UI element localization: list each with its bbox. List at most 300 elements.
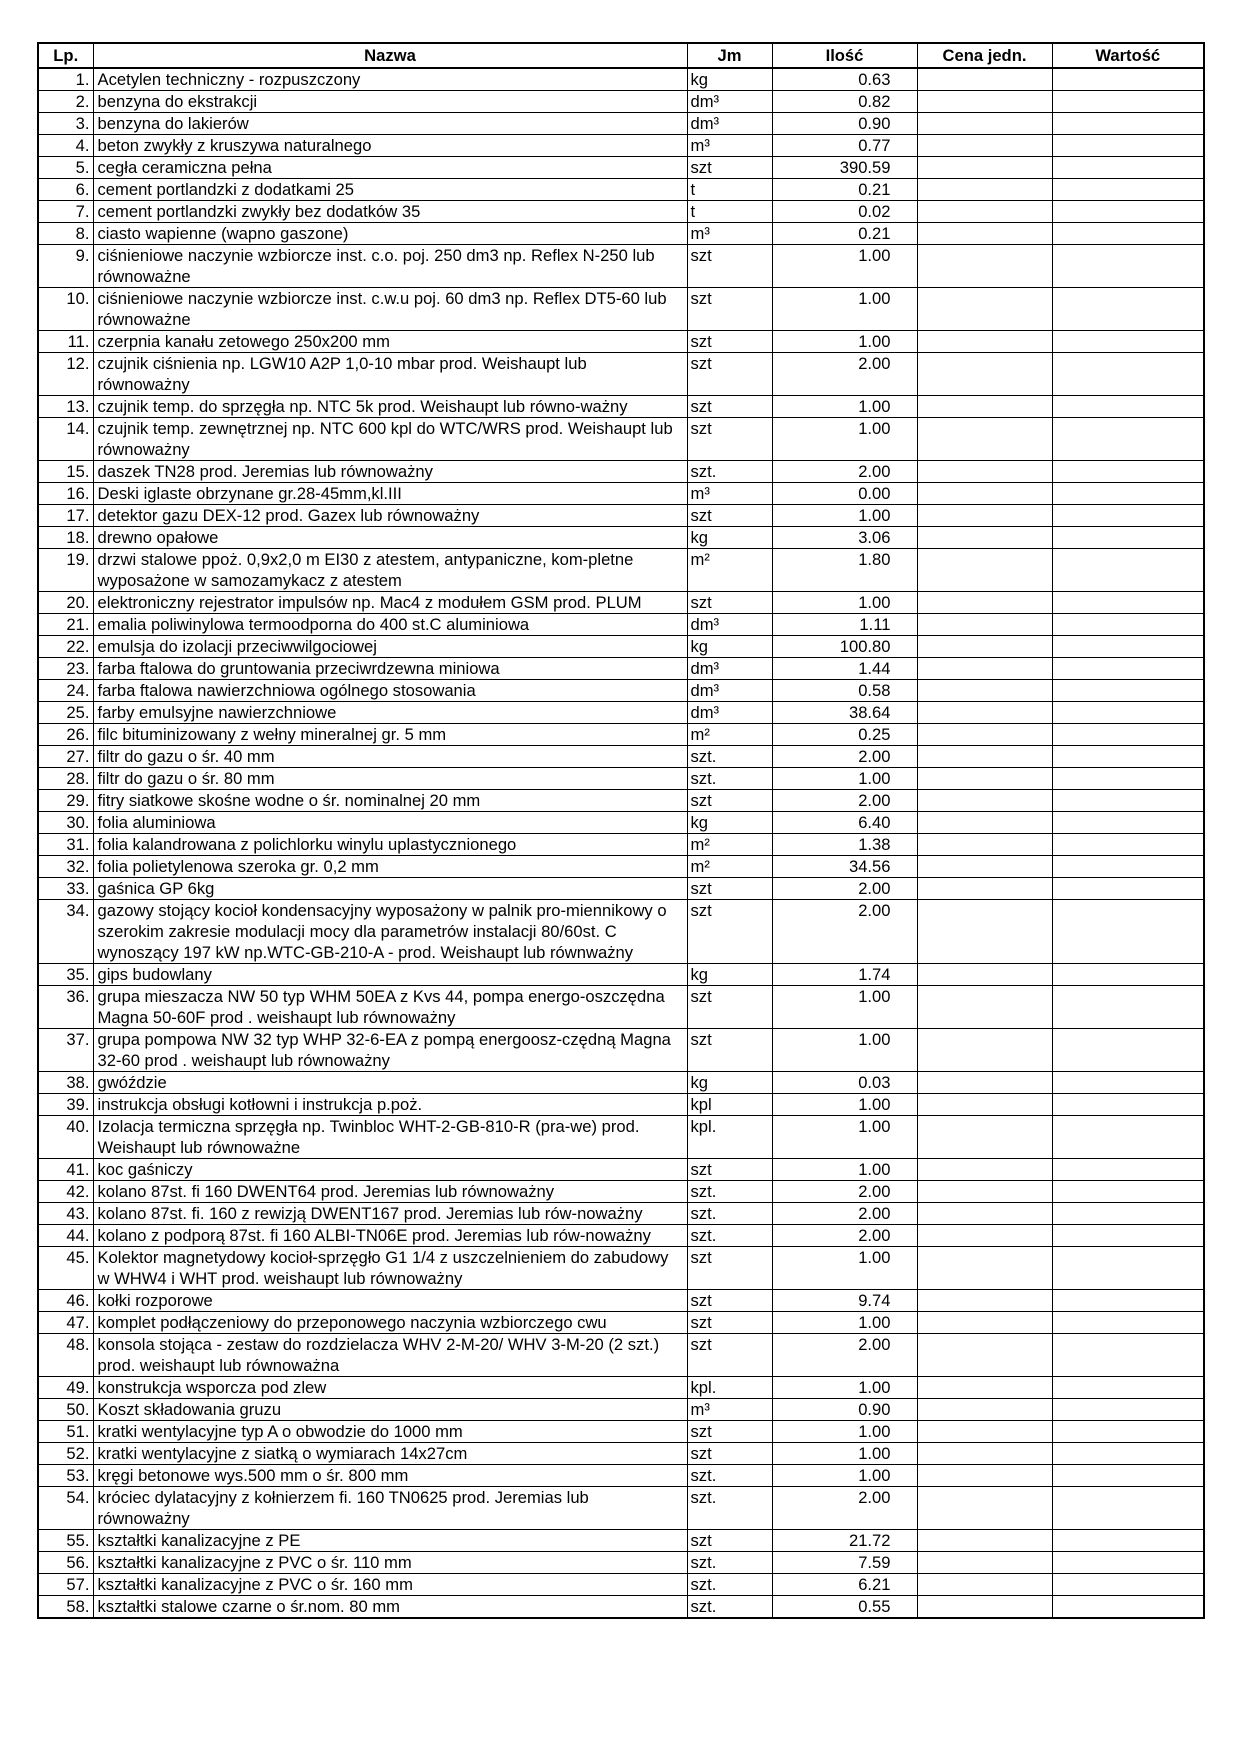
value-cell	[1052, 135, 1204, 157]
unit-price-cell	[917, 834, 1052, 856]
unit-cell: dm³	[687, 680, 772, 702]
quantity-cell: 2.00	[772, 746, 917, 768]
row-number-cell: 22.	[38, 636, 93, 658]
quantity-cell: 0.03	[772, 1072, 917, 1094]
unit-price-cell	[917, 1530, 1052, 1552]
unit-cell: szt.	[687, 746, 772, 768]
table-row	[38, 483, 1204, 505]
item-name-cell: komplet podłączeniowy do przeponowego naczynia wzbiorczego cwu	[93, 1312, 687, 1334]
unit-cell: szt	[687, 157, 772, 179]
quantity-cell: 2.00	[772, 1225, 917, 1247]
item-name-cell: ciśnieniowe naczynie wzbiorcze inst. c.o. poj. 250 dm3 np. Reflex N-250 lub równoważne	[93, 245, 687, 288]
quantity-cell: 1.80	[772, 549, 917, 592]
unit-price-cell	[917, 724, 1052, 746]
table-row	[38, 1225, 1204, 1247]
item-name-cell: kolano z podporą 87st. fi 160 ALBI-TN06E prod. Jeremias lub rów-noważny	[93, 1225, 687, 1247]
unit-cell: kg	[687, 527, 772, 549]
quantity-cell: 1.00	[772, 288, 917, 331]
header-unit: Jm	[687, 43, 772, 68]
table-row	[38, 331, 1204, 353]
value-cell	[1052, 1225, 1204, 1247]
quantity-cell: 2.00	[772, 878, 917, 900]
item-name-cell: emalia poliwinylowa termoodporna do 400 st.C aluminiowa	[93, 614, 687, 636]
unit-cell: kg	[687, 68, 772, 91]
table-row	[38, 1072, 1204, 1094]
table-row	[38, 68, 1204, 91]
value-cell	[1052, 614, 1204, 636]
table-row	[38, 505, 1204, 527]
unit-cell: dm³	[687, 702, 772, 724]
table-row	[38, 223, 1204, 245]
unit-cell: m²	[687, 856, 772, 878]
table-row	[38, 1247, 1204, 1290]
quantity-cell: 2.00	[772, 353, 917, 396]
item-name-cell: kształtki kanalizacyjne z PVC o śr. 110 mm	[93, 1552, 687, 1574]
item-name-cell: gazowy stojący kocioł kondensacyjny wyposażony w palnik pro-miennikowy o szerokim zakresie modulacji mocy dla parametrów instalacji 80/60st. C wynoszący 197 kW np.WTC-GB-210-A - prod. Weishaupt lub równważny	[93, 900, 687, 964]
table-row	[38, 1596, 1204, 1619]
item-name-cell: konstrukcja wsporcza pod zlew	[93, 1377, 687, 1399]
quantity-cell: 1.00	[772, 592, 917, 614]
table-header-row	[38, 43, 1204, 68]
item-name-cell: kształtki stalowe czarne o śr.nom. 80 mm	[93, 1596, 687, 1619]
quantity-cell: 1.74	[772, 964, 917, 986]
header-value: Wartość	[1052, 43, 1204, 68]
item-name-cell: gwóździe	[93, 1072, 687, 1094]
unit-cell: m³	[687, 223, 772, 245]
unit-price-cell	[917, 288, 1052, 331]
value-cell	[1052, 768, 1204, 790]
header-unit-price: Cena jedn.	[917, 43, 1052, 68]
item-name-cell: gaśnica GP 6kg	[93, 878, 687, 900]
unit-cell: szt	[687, 878, 772, 900]
unit-price-cell	[917, 461, 1052, 483]
item-name-cell: filc bituminizowany z wełny mineralnej gr. 5 mm	[93, 724, 687, 746]
row-number-cell: 29.	[38, 790, 93, 812]
quantity-cell: 2.00	[772, 461, 917, 483]
quantity-cell: 1.44	[772, 658, 917, 680]
unit-cell: dm³	[687, 91, 772, 113]
quantity-cell: 34.56	[772, 856, 917, 878]
item-name-cell: kratki wentylacyjne typ A o obwodzie do 1000 mm	[93, 1421, 687, 1443]
item-name-cell: farba ftalowa do gruntowania przeciwrdzewna miniowa	[93, 658, 687, 680]
quantity-cell: 0.90	[772, 113, 917, 135]
value-cell	[1052, 1181, 1204, 1203]
row-number-cell: 35.	[38, 964, 93, 986]
row-number-cell: 50.	[38, 1399, 93, 1421]
unit-cell: szt.	[687, 1203, 772, 1225]
value-cell	[1052, 91, 1204, 113]
value-cell	[1052, 1116, 1204, 1159]
unit-cell: dm³	[687, 658, 772, 680]
unit-price-cell	[917, 1029, 1052, 1072]
item-name-cell: Acetylen techniczny - rozpuszczony	[93, 68, 687, 91]
quantity-cell: 1.11	[772, 614, 917, 636]
row-number-cell: 5.	[38, 157, 93, 179]
item-name-cell: czujnik temp. do sprzęgła np. NTC 5k prod. Weishaupt lub równo-ważny	[93, 396, 687, 418]
item-name-cell: beton zwykły z kruszywa naturalnego	[93, 135, 687, 157]
item-name-cell: Koszt składowania gruzu	[93, 1399, 687, 1421]
unit-price-cell	[917, 964, 1052, 986]
value-cell	[1052, 1443, 1204, 1465]
item-name-cell: Deski iglaste obrzynane gr.28-45mm,kl.III	[93, 483, 687, 505]
unit-cell: szt.	[687, 1574, 772, 1596]
table-row	[38, 834, 1204, 856]
row-number-cell: 14.	[38, 418, 93, 461]
unit-price-cell	[917, 113, 1052, 135]
unit-cell: szt	[687, 418, 772, 461]
row-number-cell: 49.	[38, 1377, 93, 1399]
item-name-cell: benzyna do lakierów	[93, 113, 687, 135]
item-name-cell: Kolektor magnetydowy kocioł-sprzęgło G1 1/4 z uszczelnieniem do zabudowy w WHW4 i WHT prod. weishaupt lub równoważny	[93, 1247, 687, 1290]
value-cell	[1052, 1421, 1204, 1443]
item-name-cell: cement portlandzki z dodatkami 25	[93, 179, 687, 201]
unit-cell: szt	[687, 1247, 772, 1290]
unit-price-cell	[917, 483, 1052, 505]
unit-price-cell	[917, 746, 1052, 768]
row-number-cell: 4.	[38, 135, 93, 157]
item-name-cell: kręgi betonowe wys.500 mm o śr. 800 mm	[93, 1465, 687, 1487]
table-row	[38, 964, 1204, 986]
row-number-cell: 13.	[38, 396, 93, 418]
unit-price-cell	[917, 1574, 1052, 1596]
unit-cell: m²	[687, 549, 772, 592]
quantity-cell: 1.00	[772, 768, 917, 790]
table-row	[38, 288, 1204, 331]
value-cell	[1052, 461, 1204, 483]
item-name-cell: farba ftalowa nawierzchniowa ogólnego stosowania	[93, 680, 687, 702]
row-number-cell: 41.	[38, 1159, 93, 1181]
value-cell	[1052, 68, 1204, 91]
item-name-cell: koc gaśniczy	[93, 1159, 687, 1181]
table-row	[38, 724, 1204, 746]
item-name-cell: detektor gazu DEX-12 prod. Gazex lub równoważny	[93, 505, 687, 527]
quantity-cell: 100.80	[772, 636, 917, 658]
value-cell	[1052, 549, 1204, 592]
item-name-cell: farby emulsyjne nawierzchniowe	[93, 702, 687, 724]
item-name-cell: kształtki kanalizacyjne z PE	[93, 1530, 687, 1552]
row-number-cell: 21.	[38, 614, 93, 636]
quantity-cell: 0.90	[772, 1399, 917, 1421]
quantity-cell: 1.00	[772, 1377, 917, 1399]
row-number-cell: 52.	[38, 1443, 93, 1465]
unit-cell: m³	[687, 1399, 772, 1421]
unit-price-cell	[917, 179, 1052, 201]
item-name-cell: gips budowlany	[93, 964, 687, 986]
item-name-cell: elektroniczny rejestrator impulsów np. Mac4 z modułem GSM prod. PLUM	[93, 592, 687, 614]
table-row	[38, 878, 1204, 900]
table-row	[38, 135, 1204, 157]
row-number-cell: 31.	[38, 834, 93, 856]
quantity-cell: 1.00	[772, 1443, 917, 1465]
value-cell	[1052, 986, 1204, 1029]
quantity-cell: 1.00	[772, 245, 917, 288]
value-cell	[1052, 1334, 1204, 1377]
item-name-cell: czujnik ciśnienia np. LGW10 A2P 1,0-10 mbar prod. Weishaupt lub równoważny	[93, 353, 687, 396]
quantity-cell: 38.64	[772, 702, 917, 724]
table-row	[38, 680, 1204, 702]
row-number-cell: 39.	[38, 1094, 93, 1116]
row-number-cell: 32.	[38, 856, 93, 878]
value-cell	[1052, 1072, 1204, 1094]
value-cell	[1052, 1574, 1204, 1596]
value-cell	[1052, 878, 1204, 900]
value-cell	[1052, 724, 1204, 746]
value-cell	[1052, 636, 1204, 658]
row-number-cell: 9.	[38, 245, 93, 288]
row-number-cell: 34.	[38, 900, 93, 964]
quantity-cell: 21.72	[772, 1530, 917, 1552]
value-cell	[1052, 812, 1204, 834]
item-name-cell: konsola stojąca - zestaw do rozdzielacza WHV 2-M-20/ WHV 3-M-20 (2 szt.) prod. weishaupt lub równoważna	[93, 1334, 687, 1377]
unit-price-cell	[917, 527, 1052, 549]
table-row	[38, 1530, 1204, 1552]
quantity-cell: 7.59	[772, 1552, 917, 1574]
value-cell	[1052, 1530, 1204, 1552]
unit-price-cell	[917, 1421, 1052, 1443]
quantity-cell: 1.00	[772, 1159, 917, 1181]
item-name-cell: czerpnia kanału zetowego 250x200 mm	[93, 331, 687, 353]
row-number-cell: 45.	[38, 1247, 93, 1290]
item-name-cell: ciśnieniowe naczynie wzbiorcze inst. c.w.u poj. 60 dm3 np. Reflex DT5-60 lub równoważne	[93, 288, 687, 331]
quantity-cell: 0.55	[772, 1596, 917, 1619]
table-row	[38, 812, 1204, 834]
item-name-cell: fitry siatkowe skośne wodne o śr. nominalnej 20 mm	[93, 790, 687, 812]
item-name-cell: folia aluminiowa	[93, 812, 687, 834]
unit-cell: szt.	[687, 1465, 772, 1487]
quantity-cell: 0.25	[772, 724, 917, 746]
unit-cell: m³	[687, 483, 772, 505]
item-name-cell: kolano 87st. fi. 160 z rewizją DWENT167 prod. Jeremias lub rów-noważny	[93, 1203, 687, 1225]
quantity-cell: 9.74	[772, 1290, 917, 1312]
unit-price-cell	[917, 396, 1052, 418]
value-cell	[1052, 1029, 1204, 1072]
quantity-cell: 2.00	[772, 1181, 917, 1203]
value-cell	[1052, 964, 1204, 986]
table-body	[38, 68, 1204, 1618]
quantity-cell: 1.00	[772, 1094, 917, 1116]
row-number-cell: 46.	[38, 1290, 93, 1312]
table-row	[38, 1181, 1204, 1203]
unit-cell: m²	[687, 724, 772, 746]
value-cell	[1052, 1290, 1204, 1312]
unit-cell: szt	[687, 986, 772, 1029]
table-row	[38, 658, 1204, 680]
row-number-cell: 17.	[38, 505, 93, 527]
unit-cell: szt	[687, 900, 772, 964]
quantity-cell: 0.63	[772, 68, 917, 91]
unit-price-cell	[917, 900, 1052, 964]
quantity-cell: 0.77	[772, 135, 917, 157]
value-cell	[1052, 201, 1204, 223]
row-number-cell: 48.	[38, 1334, 93, 1377]
row-number-cell: 55.	[38, 1530, 93, 1552]
quantity-cell: 1.00	[772, 1029, 917, 1072]
value-cell	[1052, 179, 1204, 201]
value-cell	[1052, 746, 1204, 768]
value-cell	[1052, 527, 1204, 549]
value-cell	[1052, 1094, 1204, 1116]
item-name-cell: drzwi stalowe ppoż. 0,9x2,0 m EI30 z atestem, antypaniczne, kom-pletne wyposażone w samozamykacz z atestem	[93, 549, 687, 592]
unit-cell: szt	[687, 1443, 772, 1465]
row-number-cell: 16.	[38, 483, 93, 505]
value-cell	[1052, 1312, 1204, 1334]
item-name-cell: kształtki kanalizacyjne z PVC o śr. 160 mm	[93, 1574, 687, 1596]
row-number-cell: 30.	[38, 812, 93, 834]
unit-cell: kpl.	[687, 1377, 772, 1399]
unit-cell: kpl.	[687, 1116, 772, 1159]
unit-price-cell	[917, 614, 1052, 636]
unit-price-cell	[917, 856, 1052, 878]
value-cell	[1052, 245, 1204, 288]
item-name-cell: filtr do gazu o śr. 80 mm	[93, 768, 687, 790]
quantity-cell: 2.00	[772, 1334, 917, 1377]
unit-price-cell	[917, 1072, 1052, 1094]
value-cell	[1052, 1552, 1204, 1574]
quantity-cell: 0.02	[772, 201, 917, 223]
quantity-cell: 0.21	[772, 223, 917, 245]
unit-cell: szt	[687, 592, 772, 614]
unit-price-cell	[917, 68, 1052, 91]
table-row	[38, 986, 1204, 1029]
item-name-cell: kołki rozporowe	[93, 1290, 687, 1312]
row-number-cell: 37.	[38, 1029, 93, 1072]
unit-price-cell	[917, 1225, 1052, 1247]
item-name-cell: daszek TN28 prod. Jeremias lub równoważny	[93, 461, 687, 483]
row-number-cell: 24.	[38, 680, 93, 702]
row-number-cell: 19.	[38, 549, 93, 592]
unit-cell: dm³	[687, 614, 772, 636]
unit-cell: szt	[687, 1029, 772, 1072]
row-number-cell: 33.	[38, 878, 93, 900]
value-cell	[1052, 1399, 1204, 1421]
value-cell	[1052, 1487, 1204, 1530]
value-cell	[1052, 1596, 1204, 1619]
table-row	[38, 1487, 1204, 1530]
table-row	[38, 1203, 1204, 1225]
unit-price-cell	[917, 201, 1052, 223]
unit-price-cell	[917, 135, 1052, 157]
unit-price-cell	[917, 1487, 1052, 1530]
quantity-cell: 1.00	[772, 1465, 917, 1487]
unit-cell: szt	[687, 396, 772, 418]
unit-price-cell	[917, 157, 1052, 179]
row-number-cell: 58.	[38, 1596, 93, 1619]
item-name-cell: benzyna do ekstrakcji	[93, 91, 687, 113]
value-cell	[1052, 1465, 1204, 1487]
quantity-cell: 0.00	[772, 483, 917, 505]
header-quantity: Ilość	[772, 43, 917, 68]
unit-price-cell	[917, 1443, 1052, 1465]
value-cell	[1052, 157, 1204, 179]
unit-price-cell	[917, 1247, 1052, 1290]
row-number-cell: 7.	[38, 201, 93, 223]
unit-cell: szt	[687, 790, 772, 812]
table-row	[38, 157, 1204, 179]
cost-estimate-sheet	[37, 42, 1203, 1619]
value-cell	[1052, 900, 1204, 964]
row-number-cell: 3.	[38, 113, 93, 135]
item-name-cell: ciasto wapienne (wapno gaszone)	[93, 223, 687, 245]
materials-table	[37, 42, 1205, 1619]
unit-price-cell	[917, 1094, 1052, 1116]
unit-price-cell	[917, 592, 1052, 614]
table-row	[38, 91, 1204, 113]
unit-price-cell	[917, 1399, 1052, 1421]
unit-price-cell	[917, 790, 1052, 812]
table-row	[38, 768, 1204, 790]
row-number-cell: 15.	[38, 461, 93, 483]
table-row	[38, 1029, 1204, 1072]
header-name: Nazwa	[93, 43, 687, 68]
quantity-cell: 1.00	[772, 1312, 917, 1334]
table-row	[38, 549, 1204, 592]
quantity-cell: 2.00	[772, 900, 917, 964]
unit-price-cell	[917, 331, 1052, 353]
unit-price-cell	[917, 1377, 1052, 1399]
quantity-cell: 2.00	[772, 790, 917, 812]
unit-price-cell	[917, 768, 1052, 790]
unit-price-cell	[917, 658, 1052, 680]
item-name-cell: króciec dylatacyjny z kołnierzem fi. 160 TN0625 prod. Jeremias lub równoważny	[93, 1487, 687, 1530]
value-cell	[1052, 856, 1204, 878]
unit-price-cell	[917, 702, 1052, 724]
row-number-cell: 1.	[38, 68, 93, 91]
unit-price-cell	[917, 986, 1052, 1029]
row-number-cell: 26.	[38, 724, 93, 746]
unit-price-cell	[917, 1552, 1052, 1574]
unit-cell: szt	[687, 288, 772, 331]
row-number-cell: 44.	[38, 1225, 93, 1247]
item-name-cell: emulsja do izolacji przeciwwilgociowej	[93, 636, 687, 658]
unit-cell: szt.	[687, 1225, 772, 1247]
unit-cell: szt.	[687, 461, 772, 483]
unit-price-cell	[917, 353, 1052, 396]
unit-cell: szt	[687, 1159, 772, 1181]
row-number-cell: 53.	[38, 1465, 93, 1487]
value-cell	[1052, 658, 1204, 680]
table-row	[38, 746, 1204, 768]
unit-price-cell	[917, 1159, 1052, 1181]
quantity-cell: 1.00	[772, 1421, 917, 1443]
unit-price-cell	[917, 549, 1052, 592]
quantity-cell: 1.00	[772, 505, 917, 527]
header-lp: Lp.	[38, 43, 93, 68]
unit-cell: szt	[687, 1334, 772, 1377]
table-row	[38, 179, 1204, 201]
quantity-cell: 1.00	[772, 396, 917, 418]
unit-price-cell	[917, 1465, 1052, 1487]
quantity-cell: 1.00	[772, 331, 917, 353]
table-row	[38, 461, 1204, 483]
value-cell	[1052, 702, 1204, 724]
table-row	[38, 1574, 1204, 1596]
unit-price-cell	[917, 812, 1052, 834]
row-number-cell: 47.	[38, 1312, 93, 1334]
item-name-cell: kolano 87st. fi 160 DWENT64 prod. Jeremias lub równoważny	[93, 1181, 687, 1203]
unit-price-cell	[917, 418, 1052, 461]
value-cell	[1052, 288, 1204, 331]
quantity-cell: 6.40	[772, 812, 917, 834]
table-row	[38, 113, 1204, 135]
table-row	[38, 1116, 1204, 1159]
table-row	[38, 1399, 1204, 1421]
unit-price-cell	[917, 1334, 1052, 1377]
unit-price-cell	[917, 223, 1052, 245]
row-number-cell: 27.	[38, 746, 93, 768]
row-number-cell: 20.	[38, 592, 93, 614]
unit-price-cell	[917, 1290, 1052, 1312]
value-cell	[1052, 1377, 1204, 1399]
